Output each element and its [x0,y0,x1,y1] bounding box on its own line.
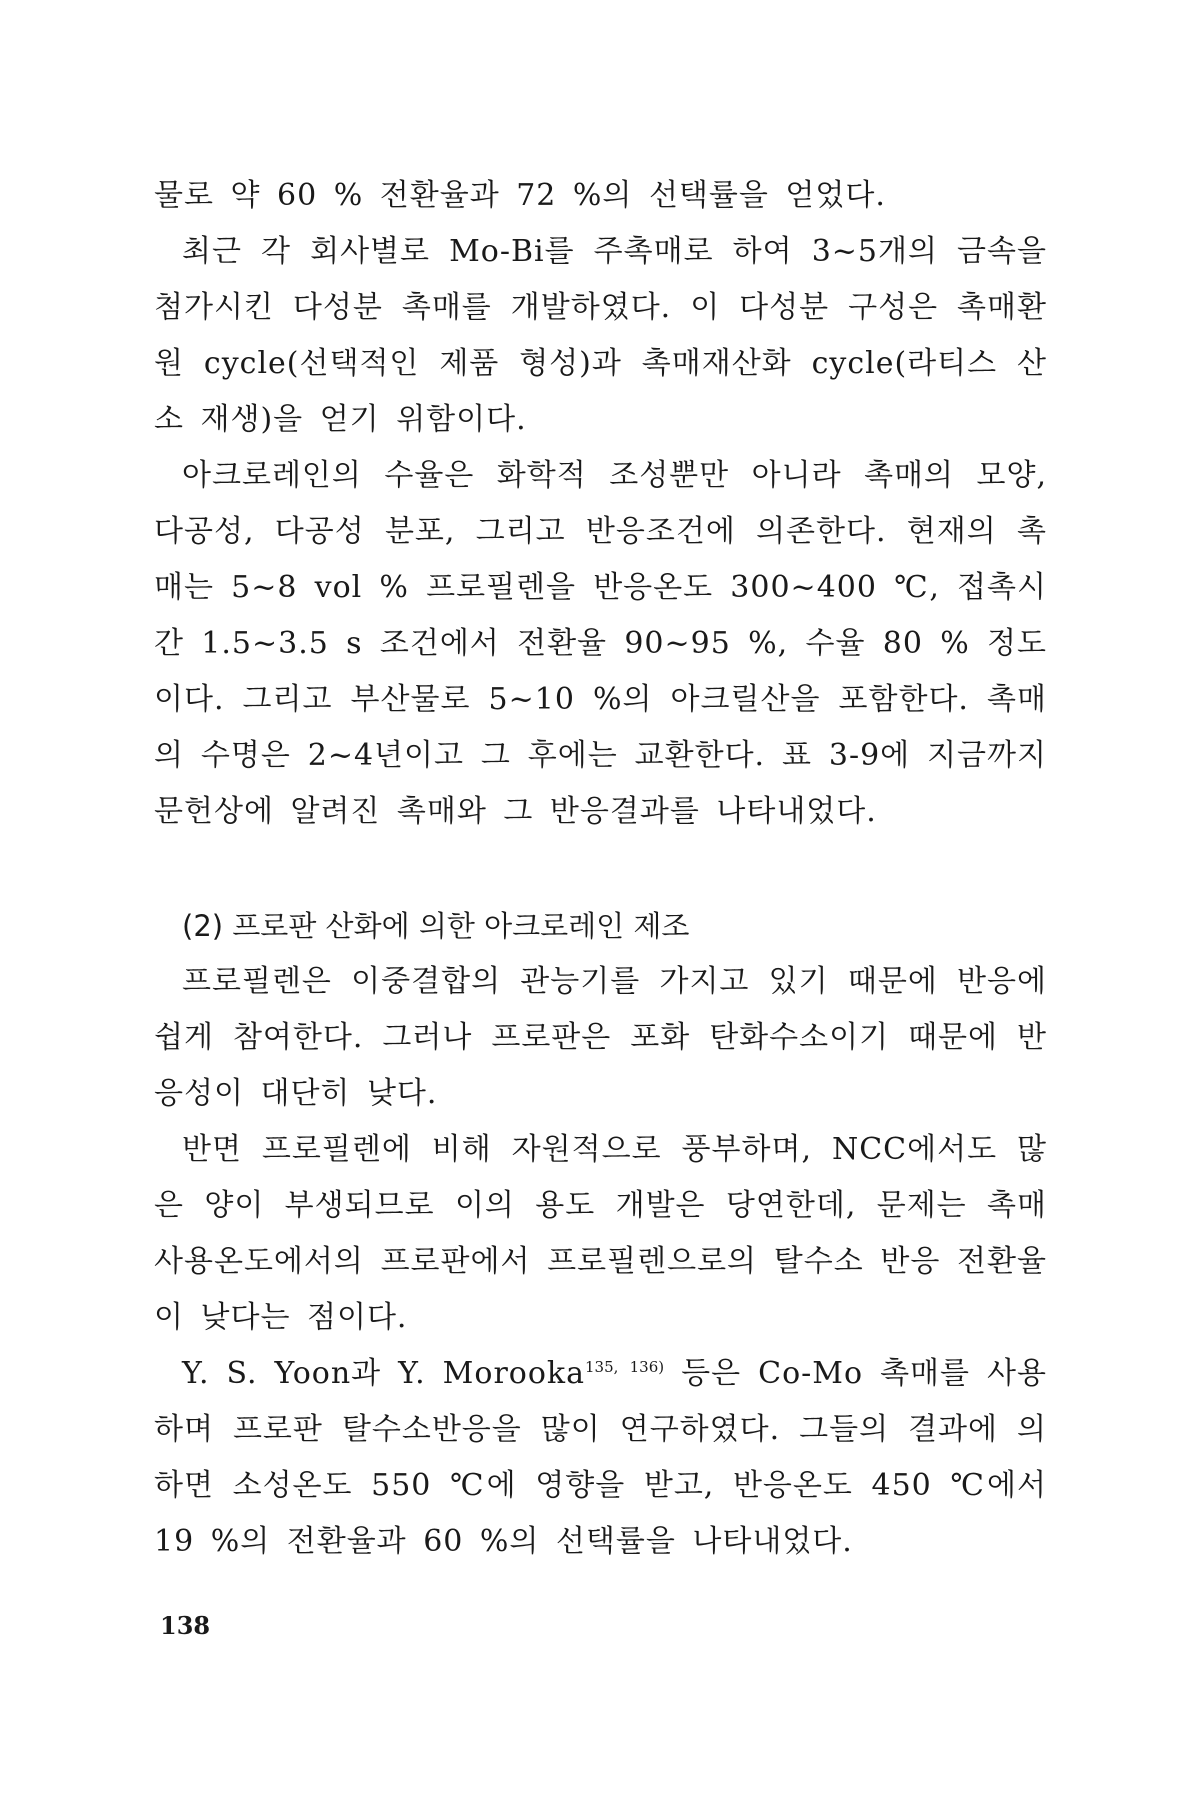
section-heading: (2) 프로판 산화에 의한 아크로레인 제조 [182,909,690,943]
text-findings: 등은 Co-Mo 촉매를 사용하며 프로판 탈수소반응을 많이 연구하였다. 그들의 결과에 의하면 소성온도 550 ℃에 영향을 받고, 반응온도 450 ℃에서 19 %의 전환율과 60 %의 선택률을 나타내었다. [154,1356,1047,1559]
paragraph-propane-resources: 반면 프로필렌에 비해 자원적으로 풍부하며, NCC에서도 많은 양이 부생되므로 이의 용도 개발은 당연한데, 문제는 촉매 사용온도에서의 프로판에서 프로필렌으로의 탈수소 반응 전환율이 낮다는 점이다. [154,1132,1047,1335]
reference-superscript: 135, 136) [584,1358,665,1376]
page-number: 138 [160,1611,211,1640]
paragraph-acrolein-yield: 아크로레인의 수율은 화학적 조성뿐만 아니라 촉매의 모양, 다공성, 다공성 분포, 그리고 반응조건에 의존한다. 현재의 촉매는 5~8 vol % 프로필렌을 반응온도 300~400 ℃, 접촉시간 1.5~3.5 s 조건에서 전환율 90~95 %, 수율 80 % 정도이다. 그리고 부산물로 5~10 %의 아크릴산을 포함한다. 촉매의 수명은 2~4년이고 그 후에는 교환한다. 표 3-9에 지금까지 문헌상에 알려진 촉매와 그 반응결과를 나타내었다. [154,458,1047,829]
paragraph-propylene-reactivity: 프로필렌은 이중결합의 관능기를 가지고 있기 때문에 반응에 쉽게 참여한다. 그러나 프로판은 포화 탄화수소이기 때문에 반응성이 대단히 낮다. [154,964,1047,1111]
text-authors: Y. S. Yoon과 Y. Morooka [182,1356,585,1391]
paragraph-yoon-morooka [154,1346,1047,1570]
paragraph-continuation: 물로 약 60 % 전환율과 72 %의 선택률을 얻었다. [154,178,886,213]
page-body [154,168,1047,1570]
paragraph-mo-bi-catalyst: 최근 각 회사별로 Mo-Bi를 주촉매로 하여 3~5개의 금속을 첨가시킨 다성분 촉매를 개발하였다. 이 다성분 구성은 촉매환원 cycle(선택적인 제품 형성)과 촉매재산화 cycle(라티스 산소 재생)을 얻기 위함이다. [154,234,1047,437]
